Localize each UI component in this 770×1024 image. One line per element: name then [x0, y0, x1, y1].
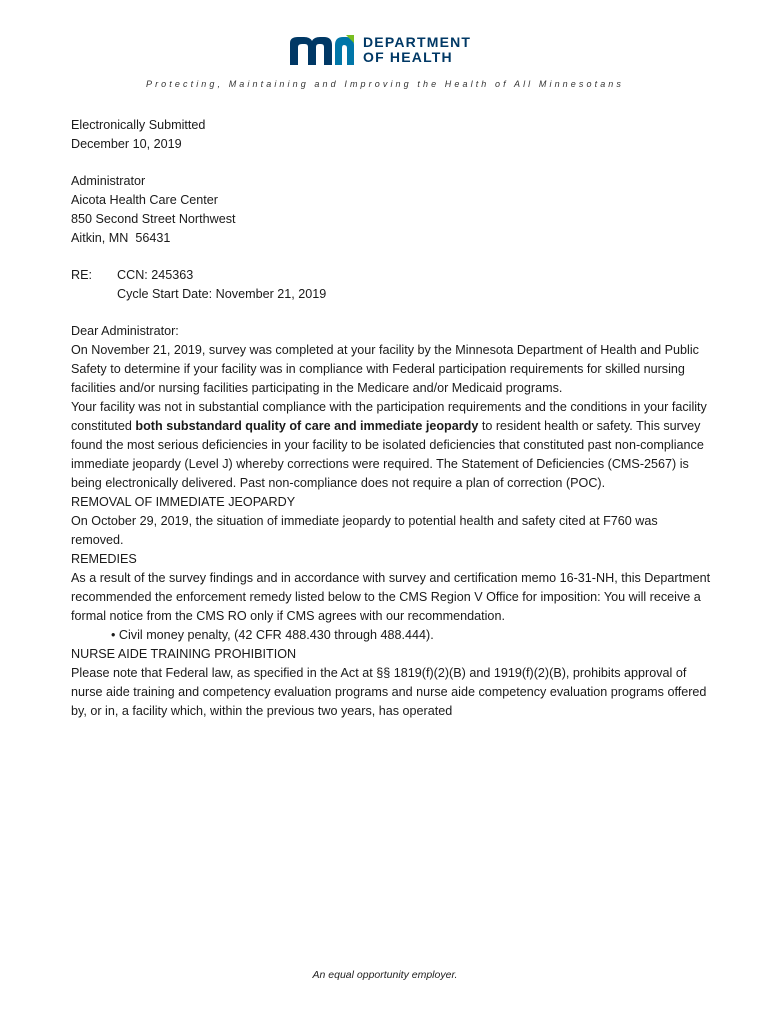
compliance-bold-phrase: both substandard quality of care and immediate jeopardy	[135, 419, 479, 433]
footer-equal-opportunity: An equal opportunity employer.	[312, 969, 458, 981]
compliance-text-2: to resident health or safety. This survey found the most serious deficiencies in your facility to be isolated deficiencies that constituted past non-compliance immediate jeopardy (Level J) whereby corrections were required. The Statement of Deficiencies (CMS-2567) is being electronically delivered. Past non-compliance does not require a plan of correction (POC).	[71, 419, 704, 490]
salutation: Dear Administrator:	[71, 324, 179, 338]
mn-logo-mark-icon	[290, 35, 354, 65]
heading-remedies: REMEDIES	[71, 552, 137, 566]
ccn-line: CCN: 245363	[117, 268, 194, 282]
re-row-2	[71, 285, 711, 304]
date-block	[71, 116, 711, 154]
letter-date: December 10, 2019	[71, 137, 182, 151]
mdh-logo	[290, 35, 471, 65]
logo-line-2: OF HEALTH	[363, 49, 453, 65]
logo-wordmark	[363, 35, 471, 65]
recipient-line-3: 850 Second Street Northwest	[71, 212, 236, 226]
paragraph-survey-completed: On November 21, 2019, survey was completed at your facility by the Minnesota Department of Health and Public Safety to determine if your facility was in compliance with Federal participation requirements for skilled nursing facilities and/or nursing facilities participating in the Medicare and/or Medicaid programs.	[71, 343, 699, 395]
recipient-line-2: Aicota Health Care Center	[71, 193, 218, 207]
re-row-1	[71, 266, 711, 285]
paragraph-natp: Please note that Federal law, as specified in the Act at §§ 1819(f)(2)(B) and 1919(f)(2)(B), prohibits approval of nurse aide training and competency evaluation programs and nurse aide competency evaluation programs offered by, or in, a facility which, within the previous two years, has operated	[71, 666, 707, 718]
re-label: RE:	[71, 268, 92, 282]
heading-removal-ij: REMOVAL OF IMMEDIATE JEOPARDY	[71, 495, 296, 509]
recipient-address	[71, 172, 711, 248]
paragraph-ij-removed: On October 29, 2019, the situation of immediate jeopardy to potential health and safety cited at F760 was removed.	[71, 514, 658, 547]
cycle-start-line: Cycle Start Date: November 21, 2019	[117, 287, 327, 301]
submission-line: Electronically Submitted	[71, 118, 206, 132]
paragraph-remedies: As a result of the survey findings and in accordance with survey and certification memo 16-31-NH, this Department recommended the enforcement remedy listed below to the CMS Region V Office for imposition: You will receive a formal notice from the CMS RO only if CMS agrees with our recommendation.	[71, 571, 711, 623]
logo-line-1: DEPARTMENT	[363, 34, 472, 50]
re-label-spacer	[71, 285, 117, 304]
remedy-bullet: • Civil money penalty, (42 CFR 488.430 through 488.444).	[111, 628, 434, 642]
compliance-text-1: Your facility was not in substantial compliance with the participation requirements and the conditions in your facility constituted	[71, 400, 707, 433]
recipient-line-1: Administrator	[71, 174, 146, 188]
recipient-line-4: Aitkin, MN 56431	[71, 231, 171, 245]
letter-body	[71, 116, 711, 721]
heading-natp: NURSE AIDE TRAINING PROHIBITION	[71, 647, 297, 661]
tagline: Protecting, Maintaining and Improving the Health of All Minnesotans	[145, 79, 625, 89]
re-block	[71, 266, 711, 304]
paragraph-compliance	[71, 398, 711, 493]
